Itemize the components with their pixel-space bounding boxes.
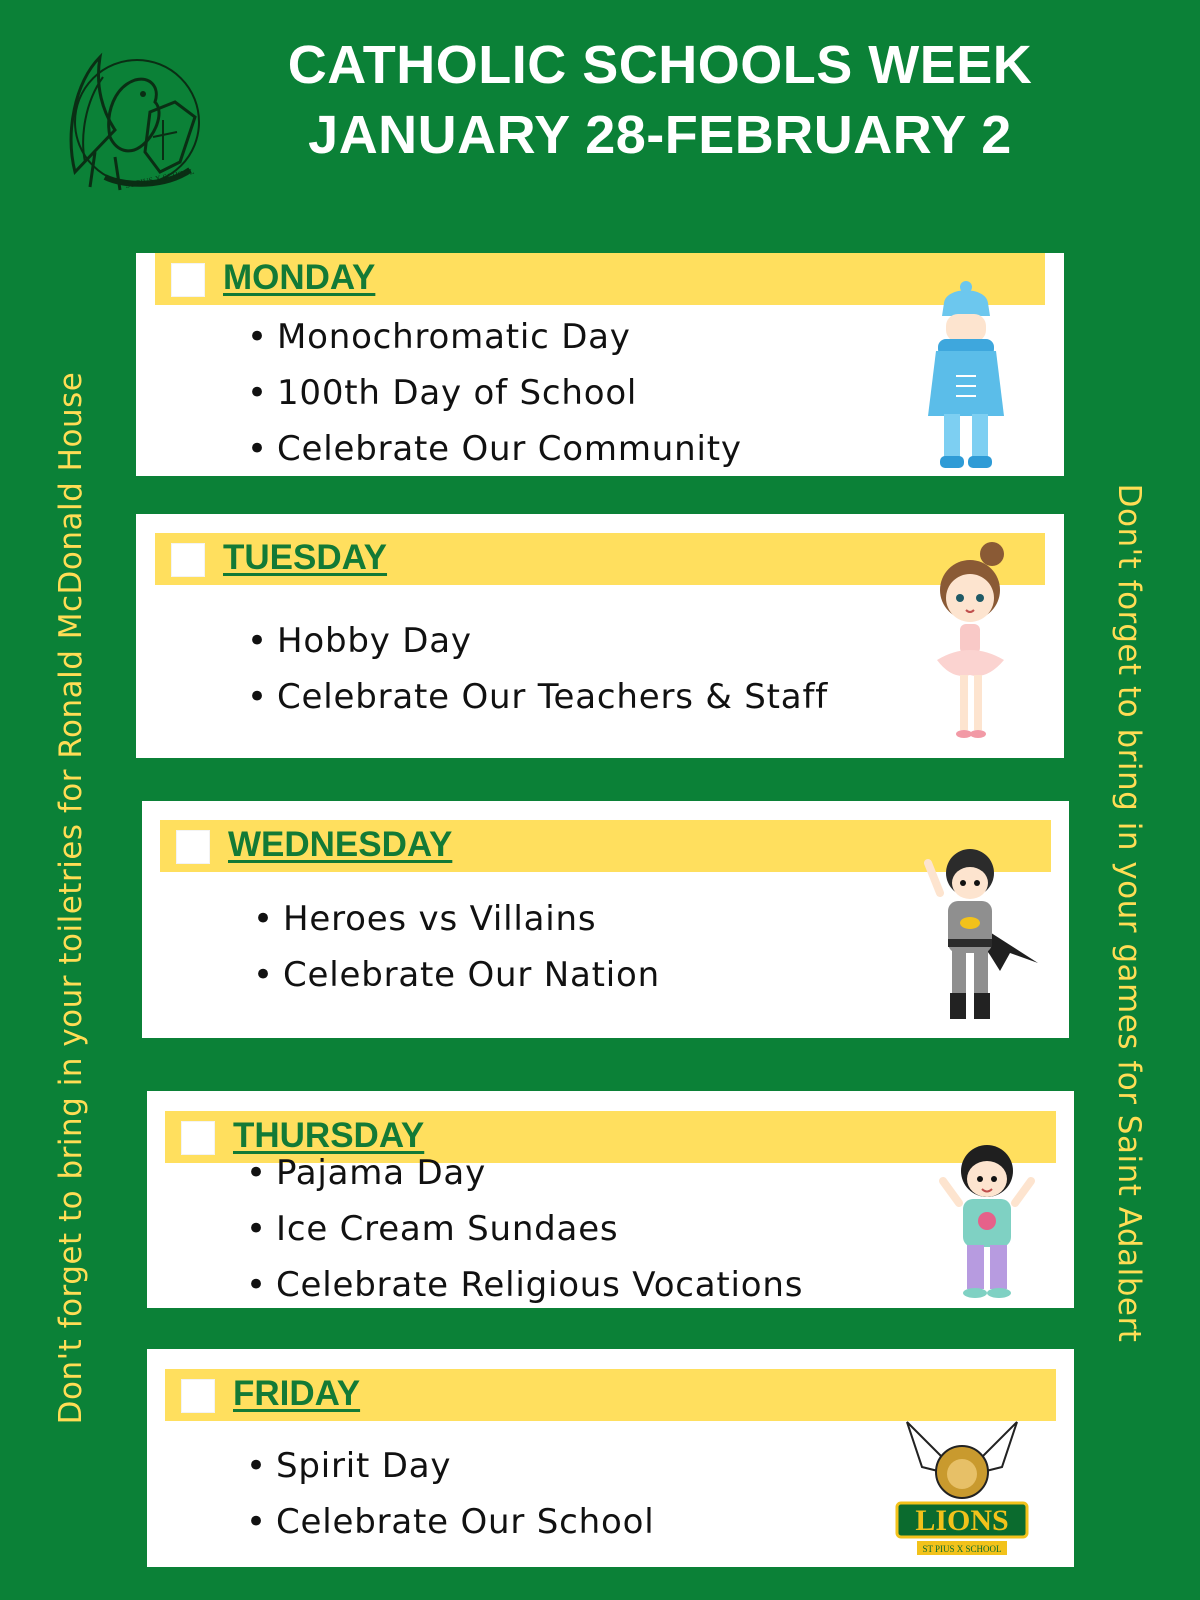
list-item: • Celebrate Our Community [247, 429, 742, 469]
day-card-monday [136, 253, 1064, 476]
school-crest-icon [55, 42, 215, 202]
day-name: FRIDAY [233, 1374, 361, 1413]
list-item: • Celebrate Our School [246, 1502, 655, 1542]
day-card-thursday [147, 1091, 1074, 1308]
day-items-tuesday [247, 613, 828, 725]
item-text: Celebrate Our Nation [283, 955, 660, 995]
list-item: • Pajama Day [246, 1153, 486, 1193]
list-item: • Spirit Day [246, 1446, 452, 1486]
day-items-monday [247, 309, 742, 477]
day-header-tuesday [155, 533, 1045, 585]
page-title-line-1: CATHOLIC SCHOOLS WEEK [287, 35, 1033, 95]
day-checkbox-friday[interactable] [181, 1379, 215, 1413]
day-name: TUESDAY [223, 538, 388, 577]
ballerina-girl-icon [922, 540, 1022, 750]
day-checkbox-monday[interactable] [171, 263, 205, 297]
superhero-boy-icon [920, 843, 1045, 1025]
list-item: • 100th Day of School [247, 373, 638, 413]
list-item: • Hobby Day [247, 621, 472, 661]
day-items-friday [246, 1438, 654, 1550]
day-items-wednesday [253, 891, 660, 1003]
item-text: Celebrate Our School [276, 1502, 655, 1542]
list-item: • Celebrate Religious Vocations [246, 1265, 804, 1305]
day-name: MONDAY [223, 258, 376, 297]
day-card-friday [147, 1349, 1074, 1567]
day-checkbox-thursday[interactable] [181, 1121, 215, 1155]
list-item: • Celebrate Our Teachers & Staff [247, 677, 828, 717]
list-item: • Celebrate Our Nation [253, 955, 660, 995]
crest-school-text: ST PIUS X SCHOOL [124, 166, 196, 191]
day-card-tuesday [136, 514, 1064, 758]
item-text: Spirit Day [276, 1446, 452, 1486]
item-text: Celebrate Our Teachers & Staff [277, 677, 828, 717]
list-item: • Ice Cream Sundaes [246, 1209, 619, 1249]
logo-banner: ST PIUS X SCHOOL [922, 1544, 1002, 1554]
day-name: THURSDAY [233, 1116, 425, 1155]
child-pajamas-icon [937, 1141, 1037, 1301]
item-text: 100th Day of School [277, 373, 638, 413]
day-checkbox-wednesday[interactable] [176, 830, 210, 864]
day-checkbox-tuesday[interactable] [171, 543, 205, 577]
logo-word: LIONS [915, 1504, 1009, 1537]
item-text: Pajama Day [276, 1153, 486, 1193]
item-text: Celebrate Our Community [277, 429, 742, 469]
day-name: WEDNESDAY [228, 825, 453, 864]
list-item: • Monochromatic Day [247, 317, 631, 357]
item-text: Monochromatic Day [277, 317, 631, 357]
page-title-line-2: JANUARY 28-FEBRUARY 2 [308, 105, 1012, 165]
day-header-friday [165, 1369, 1056, 1421]
child-winter-coat-icon [916, 281, 1016, 471]
right-side-note: Don't forget to bring in your games for Saint Adalbert [1111, 483, 1147, 1343]
list-item: • Heroes vs Villains [253, 899, 597, 939]
day-items-thursday [246, 1145, 803, 1313]
day-header-monday [155, 253, 1045, 305]
left-side-note: Don't forget to bring in your toiletries for Ronald McDonald House [53, 371, 89, 1425]
item-text: Ice Cream Sundaes [276, 1209, 619, 1249]
lions-logo-icon [887, 1417, 1037, 1567]
day-header-wednesday [160, 820, 1051, 872]
item-text: Celebrate Religious Vocations [276, 1265, 804, 1305]
item-text: Heroes vs Villains [283, 899, 597, 939]
day-card-wednesday [142, 801, 1069, 1038]
item-text: Hobby Day [277, 621, 472, 661]
